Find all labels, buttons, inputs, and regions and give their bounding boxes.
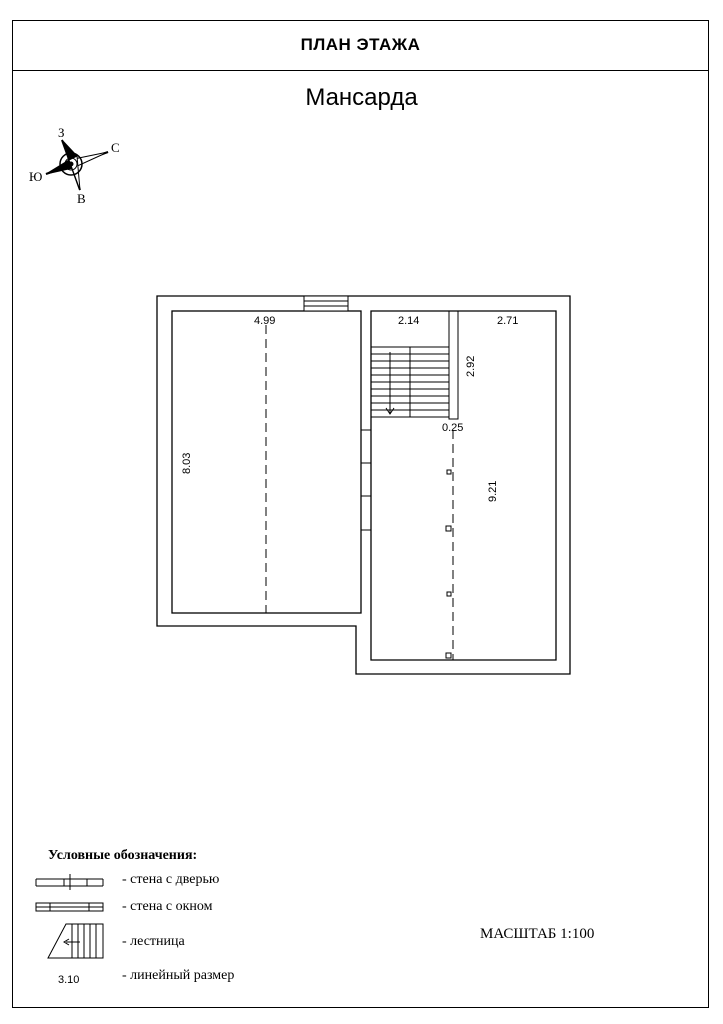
compass-west-label: З (58, 125, 65, 140)
legend-title: Условные обозначения: (48, 848, 198, 863)
floor-name: Мансарда (305, 84, 418, 111)
legend-door-wall-icon (36, 874, 103, 890)
dimension-label: 2.14 (398, 315, 420, 327)
dimension-label: 4.99 (254, 315, 276, 327)
column-markers (446, 470, 451, 658)
compass-east-label: В (77, 191, 86, 206)
door-marks (361, 430, 371, 530)
compass-south-label: Ю (29, 169, 43, 184)
legend-window-wall-icon (36, 903, 103, 911)
legend-stairs-icon (48, 924, 103, 958)
dimension-label: 8.03 (181, 452, 193, 474)
room-right (371, 311, 556, 660)
legend-stairs-label: - лестница (122, 934, 185, 949)
page-title: ПЛАН ЭТАЖА (300, 35, 421, 54)
legend-dimension-label: - линейный размер (122, 968, 235, 983)
window-top (304, 296, 348, 311)
dimension-label: 2.92 (465, 355, 477, 377)
dimension-label: 0.25 (442, 422, 464, 434)
scale-label: МАСШТАБ 1:100 (480, 926, 595, 942)
staircase (371, 347, 449, 417)
compass-icon (46, 140, 108, 190)
legend-window-wall-label: - стена с окном (122, 899, 213, 914)
dimension-label: 2.71 (497, 315, 519, 327)
partition-post (449, 311, 458, 419)
compass-north-label: С (111, 140, 120, 155)
outer-wall (157, 296, 570, 674)
dimension-label: 9.21 (487, 480, 499, 502)
legend-dimension-sample: 3.10 (58, 974, 80, 986)
legend-door-wall-label: - стена с дверью (122, 872, 220, 887)
